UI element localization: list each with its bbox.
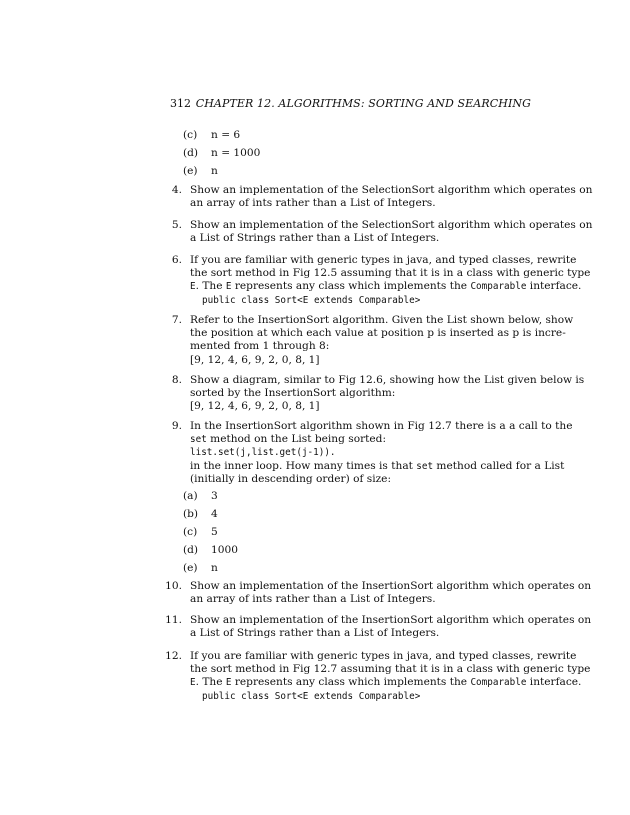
subitem-value: n = 6 — [211, 129, 241, 141]
subitem-label: (a) — [183, 490, 198, 502]
text-line: the sort method in Fig 12.7 assuming that it is in a class with generic type — [190, 663, 591, 676]
text-line — [190, 433, 520, 446]
inline-code: E — [190, 281, 196, 293]
text-fragment: method called for a List — [433, 459, 565, 472]
exercise-text — [190, 374, 585, 414]
inline-code: Comparable — [470, 281, 527, 293]
text-line — [190, 459, 565, 473]
subitem-label: (c) — [183, 129, 198, 141]
subitem-value: 4 — [211, 508, 218, 520]
text-line — [190, 280, 582, 293]
list-item — [0, 129, 630, 143]
text-line: Show an implementation of the SelectionSort algorithm which operates on — [190, 219, 593, 231]
text-line: the sort method in Fig 12.5 assuming that it is in a class with generic type — [190, 267, 591, 280]
exercise-number: 9. — [171, 420, 182, 432]
subitem-value: n — [211, 562, 218, 574]
subitem-label: (e) — [183, 165, 198, 177]
exercise-text — [190, 420, 573, 486]
text-fragment: represents any class which implements the — [231, 676, 471, 689]
exercise-text — [190, 314, 574, 367]
code-line: public class Sort<E extends Comparable> — [202, 690, 421, 702]
inline-code: set — [190, 434, 207, 446]
text-line: Refer to the InsertionSort algorithm. Given the List shown below, show — [190, 314, 574, 326]
inline-code: E — [225, 281, 232, 293]
text-line: If you are familiar with generic types in java, and typed classes, rewrite — [190, 254, 577, 266]
code-line: public class Sort<E extends Comparable> — [202, 294, 421, 306]
text-fragment: represents any class which implements the — [231, 280, 471, 293]
text-line — [190, 676, 582, 689]
inline-code: set — [416, 460, 434, 472]
text-line: the position at which each value at position p is inserted as p is incre- — [190, 327, 566, 340]
list-item — [0, 526, 630, 540]
text-fragment: . The — [195, 676, 226, 689]
inline-code: Comparable — [470, 677, 527, 689]
text-line: sorted by the InsertionSort algorithm: — [190, 387, 396, 400]
subitem-label: (c) — [183, 526, 198, 538]
exercise-number: 12. — [165, 650, 182, 662]
subitem-value: 3 — [211, 490, 218, 502]
text-line: (initially in descending order) of size: — [190, 472, 392, 485]
text-line: Show a diagram, similar to Fig 12.6, showing how the List given below is — [190, 374, 585, 386]
subitem-label: (e) — [183, 562, 198, 574]
list-item — [0, 562, 630, 576]
exercise-text — [190, 650, 591, 703]
exercise-text — [190, 184, 593, 210]
text-fragment: in the inner loop. How many times is that — [190, 459, 417, 472]
exercise-text — [190, 614, 592, 640]
text-line: an array of ints rather than a List of Integers. — [190, 593, 436, 606]
subitem-value: n = 1000 — [211, 147, 261, 159]
subitem-label: (b) — [183, 508, 199, 520]
exercise-number: 4. — [171, 184, 182, 196]
page-number: 312 — [170, 97, 191, 110]
text-line: mented from 1 through 8: — [190, 340, 330, 353]
exercise-number: 5. — [171, 219, 182, 231]
text-fragment: method on the List being sorted: — [206, 433, 387, 446]
code-line: list.set(j,list.get(j-1)). — [190, 447, 336, 459]
exercise-number: 8. — [171, 374, 182, 386]
text-fragment: interface. — [526, 676, 582, 689]
text-line: If you are familiar with generic types in java, and typed classes, rewrite — [190, 650, 577, 662]
exercise-number: 11. — [165, 614, 182, 626]
exercise-text — [190, 580, 592, 606]
text-fragment: interface. — [526, 280, 582, 293]
subitem-value: 1000 — [211, 544, 238, 556]
inline-code: E — [225, 677, 232, 689]
text-line: an array of ints rather than a List of Integers. — [190, 197, 436, 210]
chapter-title: CHAPTER 12. ALGORITHMS: SORTING AND SEARCHING — [195, 97, 531, 110]
list-item — [0, 544, 630, 558]
exercise-text — [190, 254, 591, 307]
subitem-value: n — [211, 165, 218, 177]
text-line: [9, 12, 4, 6, 9, 2, 0, 8, 1] — [190, 400, 320, 413]
text-line: Show an implementation of the InsertionSort algorithm which operates on — [190, 580, 592, 592]
inline-code: E — [190, 677, 196, 689]
text-line: Show an implementation of the InsertionSort algorithm which operates on — [190, 614, 592, 626]
text-line: [9, 12, 4, 6, 9, 2, 0, 8, 1] — [190, 353, 320, 366]
exercise-number: 6. — [171, 254, 182, 266]
subitem-label: (d) — [183, 544, 199, 556]
list-item — [0, 165, 630, 179]
text-line: In the InsertionSort algorithm shown in Fig 12.7 there is a a call to the — [190, 420, 573, 432]
text-line: Show an implementation of the SelectionSort algorithm which operates on — [190, 184, 593, 196]
text-line: a List of Strings rather than a List of Integers. — [190, 232, 440, 245]
text-line: a List of Strings rather than a List of Integers. — [190, 627, 440, 640]
exercise-number: 7. — [171, 314, 182, 326]
exercise-number: 10. — [165, 580, 182, 592]
list-item — [0, 147, 630, 161]
exercise-text — [190, 219, 593, 245]
subitem-value: 5 — [211, 526, 218, 538]
text-fragment: . The — [195, 280, 226, 293]
running-head — [170, 97, 531, 111]
subitem-label: (d) — [183, 147, 199, 159]
list-item — [0, 508, 630, 522]
list-item — [0, 490, 630, 504]
